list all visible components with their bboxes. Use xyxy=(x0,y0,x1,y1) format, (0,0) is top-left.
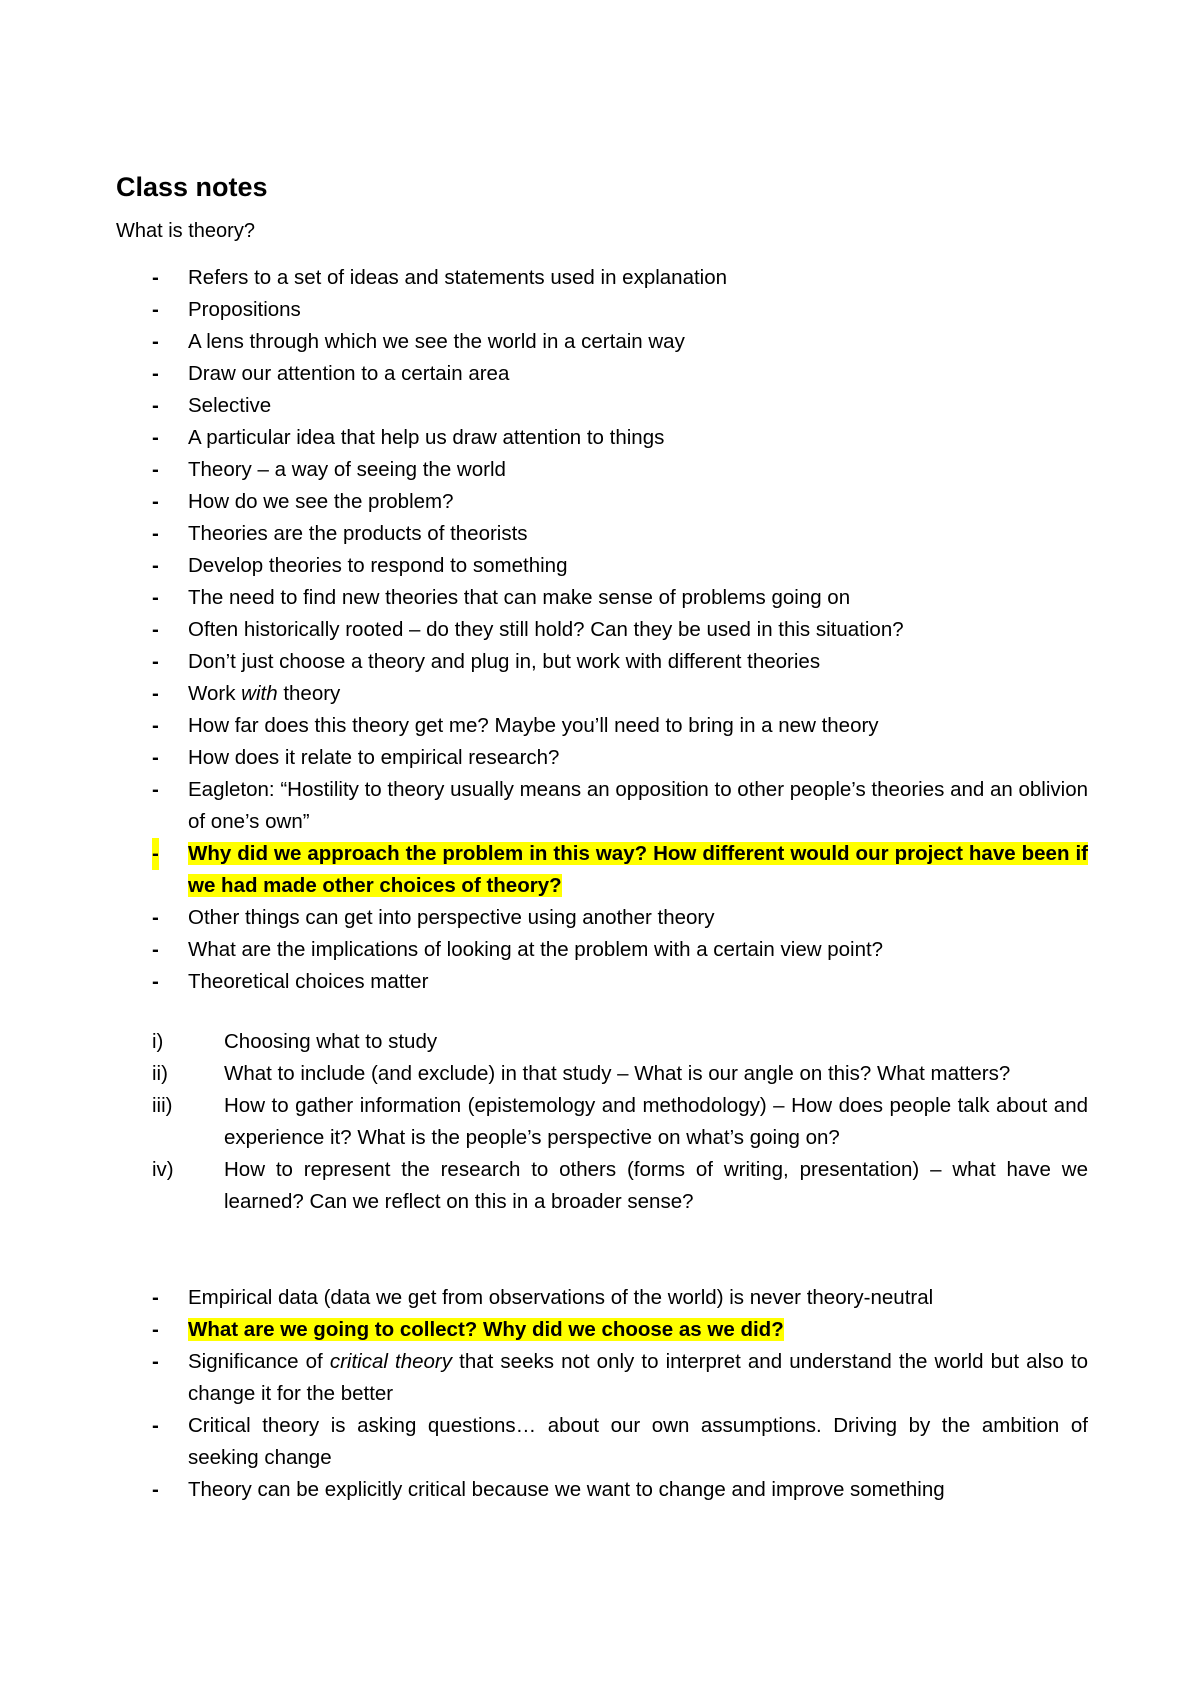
dash-bullet: - xyxy=(152,490,159,513)
list-item: - Eagleton: “Hostility to theory usually means an opposition to other people’s theories and an oblivion of one’s own” xyxy=(116,774,1088,838)
list-item: - Theory can be explicitly critical because we want to change and improve something xyxy=(116,1474,1088,1506)
dash-bullet: - xyxy=(152,906,159,929)
roman-list-item: iii) How to gather information (epistemology and methodology) – How does people talk about and experience it? What is the people’s perspective on what’s going on? xyxy=(116,1090,1088,1154)
list-item: - Significance of critical theory that seeks not only to interpret and understand the world but also to change it for the better xyxy=(116,1346,1088,1410)
dash-bullet: - xyxy=(152,458,159,481)
list-item: - Selective xyxy=(116,390,1088,422)
highlighted-list-item xyxy=(116,1314,1088,1346)
dash-bullet: - xyxy=(152,714,159,737)
dash-bullet: - xyxy=(152,838,159,870)
list-item: - Critical theory is asking questions… about our own assumptions. Driving by the ambition of seeking change xyxy=(116,1410,1088,1474)
list-item: - Theoretical choices matter xyxy=(116,966,1088,998)
roman-numeral: iv) xyxy=(152,1158,174,1181)
list-item: - What are the implications of looking at the problem with a certain view point? xyxy=(116,934,1088,966)
dash-bullet: - xyxy=(152,1478,159,1501)
roman-numeral: i) xyxy=(152,1030,164,1053)
dash-bullet: - xyxy=(152,298,159,321)
dash-bullet: - xyxy=(152,1414,159,1437)
list-item: - Other things can get into perspective using another theory xyxy=(116,902,1088,934)
list-item: - Propositions xyxy=(116,294,1088,326)
list-item: - Work with theory xyxy=(116,678,1088,710)
dash-bullet: - xyxy=(152,618,159,641)
spacer xyxy=(116,1218,1088,1282)
dash-bullet: - xyxy=(152,554,159,577)
dash-bullet: - xyxy=(152,1286,159,1309)
dash-bullet: - xyxy=(152,650,159,673)
dash-bullet: - xyxy=(152,682,159,705)
theory-notes-list xyxy=(116,262,1088,998)
list-item: - Refers to a set of ideas and statements used in explanation xyxy=(116,262,1088,294)
dash-bullet: - xyxy=(152,426,159,449)
dash-bullet: - xyxy=(152,778,159,801)
dash-bullet: - xyxy=(152,746,159,769)
roman-list-item: ii) What to include (and exclude) in that study – What is our angle on this? What matters? xyxy=(116,1058,1088,1090)
roman-list-item: iv) How to represent the research to others (forms of writing, presentation) – what have we learned? Can we reflect on this in a broader sense? xyxy=(116,1154,1088,1218)
list-item: - How far does this theory get me? Maybe you’ll need to bring in a new theory xyxy=(116,710,1088,742)
section-question: What is theory? xyxy=(116,220,255,242)
page-title: Class notes xyxy=(116,172,268,202)
emphasis-text: critical theory xyxy=(329,1350,453,1373)
document-page xyxy=(116,170,1088,1506)
list-item: - Theory – a way of seeing the world xyxy=(116,454,1088,486)
dash-bullet: - xyxy=(152,970,159,993)
list-item: - A lens through which we see the world in a certain way xyxy=(116,326,1088,358)
highlighted-list-item xyxy=(116,838,1088,902)
roman-list-item: i) Choosing what to study xyxy=(116,1026,1088,1058)
dash-bullet: - xyxy=(152,266,159,289)
theoretical-choices-list xyxy=(116,1026,1088,1218)
list-item: - The need to find new theories that can make sense of problems going on xyxy=(116,582,1088,614)
list-item: - Draw our attention to a certain area xyxy=(116,358,1088,390)
highlighted-text: Why did we approach the problem in this way? How different would our project have been if we had made other choices of theory? xyxy=(188,842,1088,897)
list-item: - A particular idea that help us draw attention to things xyxy=(116,422,1088,454)
roman-numeral: ii) xyxy=(152,1062,168,1085)
highlighted-text: What are we going to collect? Why did we choose as we did? xyxy=(188,1318,784,1341)
dash-bullet: - xyxy=(152,330,159,353)
emphasis-text: with xyxy=(241,682,278,705)
dash-bullet: - xyxy=(152,522,159,545)
list-item: - How does it relate to empirical research? xyxy=(116,742,1088,774)
list-item: - Often historically rooted – do they still hold? Can they be used in this situation? xyxy=(116,614,1088,646)
dash-bullet: - xyxy=(152,1318,159,1341)
dash-bullet: - xyxy=(152,1350,159,1373)
list-item: - Don’t just choose a theory and plug in, but work with different theories xyxy=(116,646,1088,678)
dash-bullet: - xyxy=(152,362,159,385)
dash-bullet: - xyxy=(152,586,159,609)
roman-numeral: iii) xyxy=(152,1094,173,1117)
dash-bullet: - xyxy=(152,394,159,417)
dash-bullet: - xyxy=(152,938,159,961)
list-item: - Theories are the products of theorists xyxy=(116,518,1088,550)
list-item: - Develop theories to respond to something xyxy=(116,550,1088,582)
list-item: - Empirical data (data we get from observations of the world) is never theory-neutral xyxy=(116,1282,1088,1314)
list-item: - How do we see the problem? xyxy=(116,486,1088,518)
empirical-notes-list xyxy=(116,1282,1088,1506)
